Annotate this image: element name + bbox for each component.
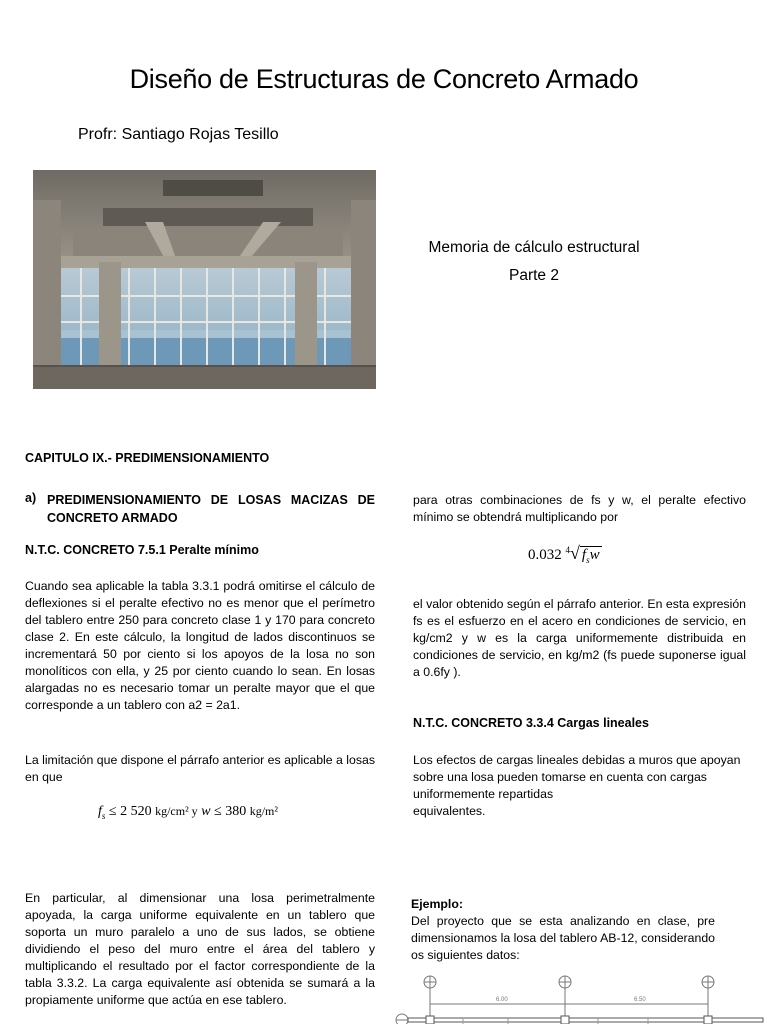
paragraph-cargas-lineales-b: equivalentes. [413,804,486,818]
memo-subtitle [384,234,684,290]
formula-factor: 0.032 $^4$√ $f_sw$ [528,543,600,565]
ntc-751-heading: N.T.C. CONCRETO 7.5.1 Peralte mínimo [25,543,259,557]
formula-limits: $f_s \le 2$ 520 kg/cm² y w ≤ 380 kg/m² [98,804,278,821]
dimension-label-2: 6.50 [634,997,646,1003]
paragraph-combinaciones: para otras combinaciones de fs y w, el peralte efectivo mínimo se obtendrá multiplicando por [413,493,746,524]
paragraph-valor-obtenido: el valor obtenido según el párrafo anterior. En esta expresión fs es el esfuerzo en el acero en condiciones de servicio, en kg/cm2 y w es la carga uniformemente distribuida en condiciones de servicio, en kg/m2 (fs puede suponerse igual a 0.6fy ). [413,597,746,679]
memo-line-1: Memoria de cálculo estructural [428,239,640,256]
memo-line-2: Parte 2 [509,267,559,284]
author-line: Profr: Santiago Rojas Tesillo [78,126,279,143]
item-heading: PREDIMENSIONAMIENTO DE LOSAS MACIZAS DE CONCRETO ARMADO [47,493,375,525]
example-heading: Ejemplo: [411,897,463,911]
building-interior-photo [33,170,376,389]
paragraph-peralte: Cuando sea aplicable la tabla 3.3.1 podrá omitirse el cálculo de deflexiones si el peralte efectivo no es menor que el perímetro del tablero entre 250 para concreto clase 1 y 170 para concreto clase 2. En este cálculo, la longitud de lados discontinuos se incrementará 50 por ciento si los apoyos de la losa no son monolíticos con ella, y 25 por ciento cuando lo sean. En losas alargadas no es necesario tomar un peralte mayor que el que corresponde a un tablero con a2 = 2a1. [25,579,375,712]
dimension-label-1: 6.00 [496,997,508,1003]
item-marker: a) [25,491,37,505]
paragraph-carga-equivalente: En particular, al dimensionar una losa perimetralmente apoyada, la carga uniforme equivalente en un tablero que soporta un muro paralelo a uno de sus lados, se obtiene dividiendo el peso del muro entre el área del tablero y multiplicando el resultado por el factor correspondiente de la tabla 3.3.2. La carga equivalente así obtenida se sumará a la propiamente uniforme que actúa en ese tablero. [25,891,375,1007]
paragraph-cargas-lineales-a: Los efectos de cargas lineales debidas a muros que apoyan sobre una losa pueden tomarse en cuenta con cargas uniformemente repartidas [413,753,741,801]
document-title: Diseño de Estructuras de Concreto Armado [129,64,639,94]
ntc-334-heading: N.T.C. CONCRETO 3.3.4 Cargas lineales [413,716,649,730]
example-text: Del proyecto que se esta analizando en clase, pre dimensionamos la losa del tablero AB-12, considerando os siguientes datos: [411,914,715,962]
paragraph-cargas-lineales [413,752,746,820]
paragraph-limitacion: La limitación que dispone el párrafo anterior es aplicable a losas en que [25,753,375,784]
chapter-heading: CAPITULO IX.- PREDIMENSIONAMIENTO [25,451,270,465]
floor-plan-figure [388,968,768,1024]
example-block [411,896,715,964]
